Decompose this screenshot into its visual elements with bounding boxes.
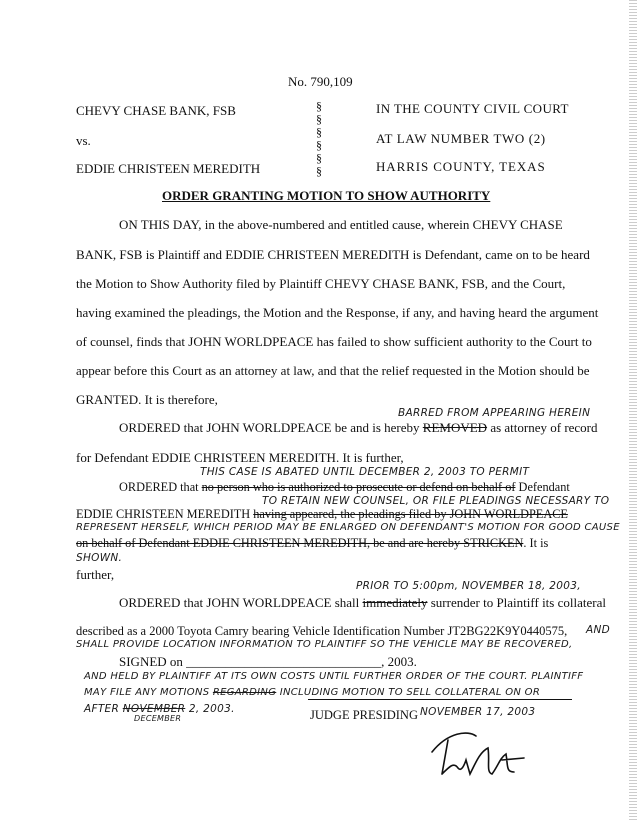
order-2-line-1: ORDERED that no person who is authorized to prosecute or defend on behalf of Defendant xyxy=(119,480,570,494)
handwritten-and: AND xyxy=(586,624,611,636)
signature-rule xyxy=(308,699,572,700)
body-line-6: appear before this Court as an attorney at law, and that the relief requested in the Motion should be xyxy=(76,363,590,378)
handwritten-after: AFTER NOVEMBER 2, 2003. xyxy=(84,703,235,715)
handwritten-december: DECEMBER xyxy=(134,714,182,723)
order-title: ORDER GRANTING MOTION TO SHOW AUTHORITY xyxy=(162,188,491,203)
caption-vs: vs. xyxy=(76,133,91,148)
order-3-line-1: ORDERED that JOHN WORLDPEACE shall immediately surrender to Plaintiff its collateral xyxy=(119,595,606,610)
handwritten-judge-date: NOVEMBER 17, 2003 xyxy=(420,706,536,718)
caption-plaintiff: CHEVY CHASE BANK, FSB xyxy=(76,103,236,118)
handwritten-may: MAY FILE ANY MOTIONS REGARDING INCLUDING MOTION TO SELL COLLATERAL ON OR xyxy=(84,687,541,698)
handwritten-location: SHALL PROVIDE LOCATION INFORMATION TO PLAINTIFF SO THE VEHICLE MAY BE RECOVERED, xyxy=(76,639,573,650)
handwritten-barred: BARRED FROM APPEARING HEREIN xyxy=(398,407,591,419)
body-line-2: BANK, FSB is Plaintiff and EDDIE CHRISTEEN MEREDITH is Defendant, came on to be heard xyxy=(76,247,590,262)
order-1-line-2: for Defendant EDDIE CHRISTEEN MEREDITH. It is further, xyxy=(76,450,404,465)
handwritten-held: AND HELD BY PLAINTIFF AT ITS OWN COSTS UNTIL FURTHER ORDER OF THE COURT. PLAINTIFF xyxy=(84,671,584,682)
handwritten-shown: SHOWN. xyxy=(76,552,123,564)
caption-defendant: EDDIE CHRISTEEN MEREDITH xyxy=(76,161,261,176)
body-line-5: of counsel, finds that JOHN WORLDPEACE has failed to show sufficient authority to the Court to xyxy=(76,334,592,349)
order-3-line-2: described as a 2000 Toyota Camry bearing Vehicle Identification Number JT2BG22K9Y0440575, xyxy=(76,624,568,638)
handwritten-represent: REPRESENT HERSELF, WHICH PERIOD MAY BE ENLARGED ON DEFENDANT'S MOTION FOR GOOD CAUSE xyxy=(76,522,620,533)
body-line-1: ON THIS DAY, in the above-numbered and entitled cause, wherein CHEVY CHASE xyxy=(119,217,563,232)
doc-number: No. 790,109 xyxy=(288,74,353,89)
judge-signature xyxy=(428,722,528,782)
court-line-1: IN THE COUNTY CIVIL COURT xyxy=(376,101,569,116)
order-1-line-1: ORDERED that JOHN WORLDPEACE be and is hereby REMOVED as attorney of record xyxy=(119,420,598,435)
body-line-7: GRANTED. It is therefore, xyxy=(76,392,218,407)
handwritten-prior: PRIOR TO 5:00pm, NOVEMBER 18, 2003, xyxy=(356,580,581,592)
scan-edge xyxy=(629,0,637,820)
court-line-3: HARRIS COUNTY, TEXAS xyxy=(376,159,546,174)
further-text: further, xyxy=(76,567,115,582)
handwritten-abated: THIS CASE IS ABATED UNTIL DECEMBER 2, 2003 TO PERMIT xyxy=(200,466,530,478)
court-line-2: AT LAW NUMBER TWO (2) xyxy=(376,131,546,146)
order-2-line-3: on behalf of Defendant EDDIE CHRISTEEN MEREDITH, be and are hereby STRICKEN. It is xyxy=(76,536,549,550)
order-2-line-2: EDDIE CHRISTEEN MEREDITH having appeared, the pleadings filed by JOHN WORLDPEACE xyxy=(76,507,568,521)
handwritten-retain: TO RETAIN NEW COUNSEL, OR FILE PLEADINGS NECESSARY TO xyxy=(262,495,610,507)
section-marks: § § § § § § xyxy=(316,99,322,178)
body-line-4: having examined the pleadings, the Motion and the Response, if any, and having heard the argument xyxy=(76,305,599,320)
judge-label: JUDGE PRESIDING xyxy=(310,708,418,722)
body-line-3: the Motion to Show Authority filed by Plaintiff CHEVY CHASE BANK, FSB, and the Court, xyxy=(76,276,566,291)
signed-line: SIGNED on ______________________________, 2003. xyxy=(119,654,417,669)
